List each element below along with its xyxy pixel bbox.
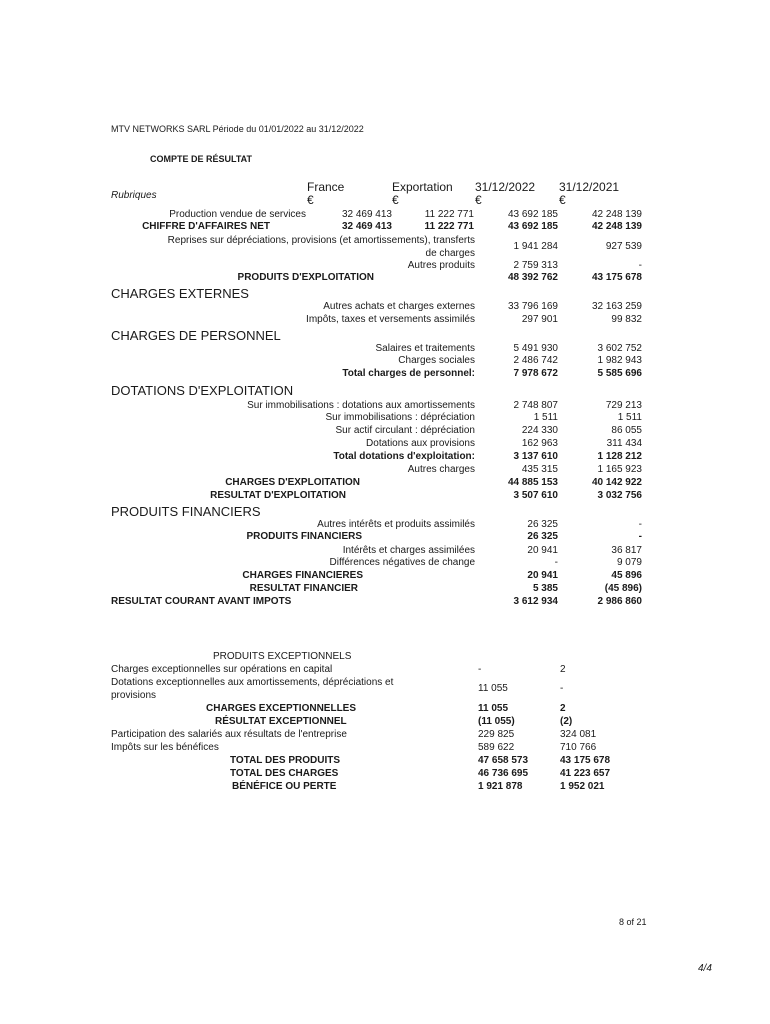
row-label: Impôts, taxes et versements assimilés xyxy=(306,314,475,325)
exc-cell-2021: (2) xyxy=(560,716,573,727)
statement-title: COMPTE DE RÉSULTAT xyxy=(150,154,252,164)
col-france-header: France xyxy=(307,180,345,194)
row-label: Salaires et traitements xyxy=(375,343,475,354)
cell-2021: 2 986 860 xyxy=(597,596,642,607)
exc-row-label: Impôts sur les bénéfices xyxy=(111,742,219,753)
row-label: PRODUITS FINANCIERS xyxy=(111,504,261,519)
exc-cell-2022: 1 921 878 xyxy=(478,781,523,792)
cell-2021: - xyxy=(638,531,642,542)
exc-cell-2021: 43 175 678 xyxy=(560,755,611,766)
cell-2021: 86 055 xyxy=(611,425,642,436)
cell-2022: 26 325 xyxy=(527,531,558,542)
cell-2022: 2 759 313 xyxy=(513,260,558,271)
exc-cell-2022: 229 825 xyxy=(478,729,515,740)
cell-2022: 43 692 185 xyxy=(507,209,558,220)
row-label: RESULTAT COURANT AVANT IMPOTS xyxy=(111,596,292,607)
page-of-label: 8 of 21 xyxy=(619,917,647,927)
cell-2022: 33 796 169 xyxy=(507,301,558,312)
cell-2021: 9 079 xyxy=(616,557,642,568)
cell-export: 11 222 771 xyxy=(424,209,474,220)
exc-row-label: CHARGES EXCEPTIONNELLES xyxy=(206,703,357,714)
cell-export: 11 222 771 xyxy=(424,221,474,232)
cell-2022: 2 486 742 xyxy=(513,355,558,366)
cell-2022: 5 385 xyxy=(532,583,558,594)
cell-2022: - xyxy=(554,557,558,568)
col-2021-euro: € xyxy=(559,193,566,207)
col-export-header: Exportation xyxy=(392,180,453,194)
exc-row-label: Charges exceptionnelles sur opérations en capital xyxy=(111,664,333,675)
exc-row-label: PRODUITS EXCEPTIONNELS xyxy=(213,651,352,662)
cell-2021: - xyxy=(638,260,642,271)
col-export-euro: € xyxy=(392,193,399,207)
cell-2022: 43 692 185 xyxy=(507,221,558,232)
cell-2021: 5 585 696 xyxy=(597,368,642,379)
cell-2021: 42 248 139 xyxy=(591,221,642,232)
exc-cell-2021: 2 xyxy=(560,664,566,675)
cell-2021: 99 832 xyxy=(611,314,642,325)
exc-row-label: Dotations exceptionnelles aux amortissements, dépréciations et xyxy=(111,677,394,688)
row-label: Intérêts et charges assimilées xyxy=(342,545,475,556)
cell-2021: 40 142 922 xyxy=(591,477,642,488)
exc-cell-2022: 11 055 xyxy=(478,683,508,694)
cell-france: 32 469 413 xyxy=(341,221,392,232)
cell-2022: 1 511 xyxy=(533,412,558,423)
cell-2022: 162 963 xyxy=(521,438,558,449)
cell-2022: 3 612 934 xyxy=(513,596,558,607)
row-label-continued: de charges xyxy=(425,248,475,259)
row-label: Différences négatives de change xyxy=(329,557,475,568)
cell-2021: 729 213 xyxy=(605,400,642,411)
page-number: 4/4 xyxy=(698,963,712,974)
cell-2022: 5 491 930 xyxy=(513,343,558,354)
row-label: Sur immobilisations : dotations aux amortissements xyxy=(247,400,475,411)
exc-row-label: TOTAL DES PRODUITS xyxy=(230,755,341,766)
cell-2022: 1 941 284 xyxy=(513,241,558,252)
cell-2021: 3 032 756 xyxy=(597,490,642,501)
cell-2022: 48 392 762 xyxy=(507,272,558,283)
cell-2021: 311 434 xyxy=(606,438,642,449)
row-label: CHARGES DE PERSONNEL xyxy=(111,328,281,343)
exc-cell-2022: 46 736 695 xyxy=(478,768,529,779)
row-label: PRODUITS FINANCIERS xyxy=(246,531,362,542)
row-label: CHIFFRE D'AFFAIRES NET xyxy=(142,221,270,232)
cell-2021: 3 602 752 xyxy=(597,343,642,354)
row-label: CHARGES FINANCIERES xyxy=(242,570,363,581)
row-label: Autres charges xyxy=(407,464,475,475)
cell-2022: 3 137 610 xyxy=(513,451,558,462)
row-label: Autres intérêts et produits assimilés xyxy=(317,519,475,530)
cell-2021: 1 165 923 xyxy=(597,464,642,475)
cell-2021: 1 511 xyxy=(617,412,642,423)
cell-2021: 1 982 943 xyxy=(597,355,642,366)
row-label: Total dotations d'exploitation: xyxy=(333,451,475,462)
col-france-euro: € xyxy=(307,193,314,207)
cell-2021: 45 896 xyxy=(611,570,642,581)
exc-cell-2022: 47 658 573 xyxy=(478,755,529,766)
cell-2022: 20 941 xyxy=(527,545,558,556)
col-2022-header: 31/12/2022 xyxy=(475,180,536,194)
row-label: CHARGES EXTERNES xyxy=(111,286,249,301)
cell-2021: 42 248 139 xyxy=(591,209,642,220)
exc-row-label: BÉNÉFICE OU PERTE xyxy=(232,781,337,792)
exc-cell-2021: 324 081 xyxy=(560,729,597,740)
cell-2022: 26 325 xyxy=(527,519,558,530)
exc-cell-2021: 710 766 xyxy=(560,742,597,753)
row-label: Dotations aux provisions xyxy=(366,438,475,449)
row-label: Autres achats et charges externes xyxy=(323,301,475,312)
cell-2022: 224 330 xyxy=(521,425,558,436)
row-label: PRODUITS D'EXPLOITATION xyxy=(237,272,374,283)
cell-2021: 1 128 212 xyxy=(597,451,642,462)
cell-2022: 20 941 xyxy=(527,570,558,581)
row-label: Total charges de personnel: xyxy=(342,368,475,379)
row-label: RESULTAT D'EXPLOITATION xyxy=(210,490,346,501)
cell-france: 32 469 413 xyxy=(341,209,392,220)
exc-cell-2021: - xyxy=(560,683,564,694)
company-period: MTV NETWORKS SARL Période du 01/01/2022 au 31/12/2022 xyxy=(111,124,364,134)
cell-2021: 32 163 259 xyxy=(591,301,642,312)
cell-2021: (45 896) xyxy=(604,583,642,594)
cell-2022: 297 901 xyxy=(521,314,558,325)
cell-2021: - xyxy=(638,519,642,530)
cell-2021: 43 175 678 xyxy=(591,272,642,283)
col-2021-header: 31/12/2021 xyxy=(559,180,620,194)
cell-2022: 2 748 807 xyxy=(513,400,558,411)
exc-cell-2022: 589 622 xyxy=(478,742,515,753)
row-label: Autres produits xyxy=(407,260,475,271)
exc-cell-2021: 1 952 021 xyxy=(560,781,605,792)
cell-2022: 44 885 153 xyxy=(507,477,558,488)
row-label: Charges sociales xyxy=(398,355,475,366)
rubriques-label: Rubriques xyxy=(111,190,157,201)
row-label: Sur immobilisations : dépréciation xyxy=(325,412,475,423)
row-label: Reprises sur dépréciations, provisions (et amortissements), transferts xyxy=(167,235,475,246)
row-label: RESULTAT FINANCIER xyxy=(249,583,358,594)
exc-row-label: RÉSULTAT EXCEPTIONNEL xyxy=(215,716,347,727)
exc-cell-2022: (11 055) xyxy=(478,716,515,727)
cell-2021: 927 539 xyxy=(605,241,642,252)
row-label: Production vendue de services xyxy=(169,209,306,220)
row-label: CHARGES D'EXPLOITATION xyxy=(225,477,360,488)
exc-cell-2021: 2 xyxy=(560,703,566,714)
cell-2022: 3 507 610 xyxy=(513,490,558,501)
cell-2022: 7 978 672 xyxy=(513,368,558,379)
exc-row-label: Participation des salariés aux résultats de l'entreprise xyxy=(111,729,347,740)
exc-row-label-continued: provisions xyxy=(111,690,157,701)
exc-cell-2021: 41 223 657 xyxy=(560,768,611,779)
cell-2021: 36 817 xyxy=(611,545,642,556)
row-label: DOTATIONS D'EXPLOITATION xyxy=(111,383,294,398)
cell-2022: 435 315 xyxy=(521,464,558,475)
exc-cell-2022: 11 055 xyxy=(478,703,509,714)
col-2022-euro: € xyxy=(475,193,482,207)
exc-cell-2022: - xyxy=(478,664,482,675)
row-label: Sur actif circulant : dépréciation xyxy=(335,425,475,436)
exc-row-label: TOTAL DES CHARGES xyxy=(230,768,339,779)
